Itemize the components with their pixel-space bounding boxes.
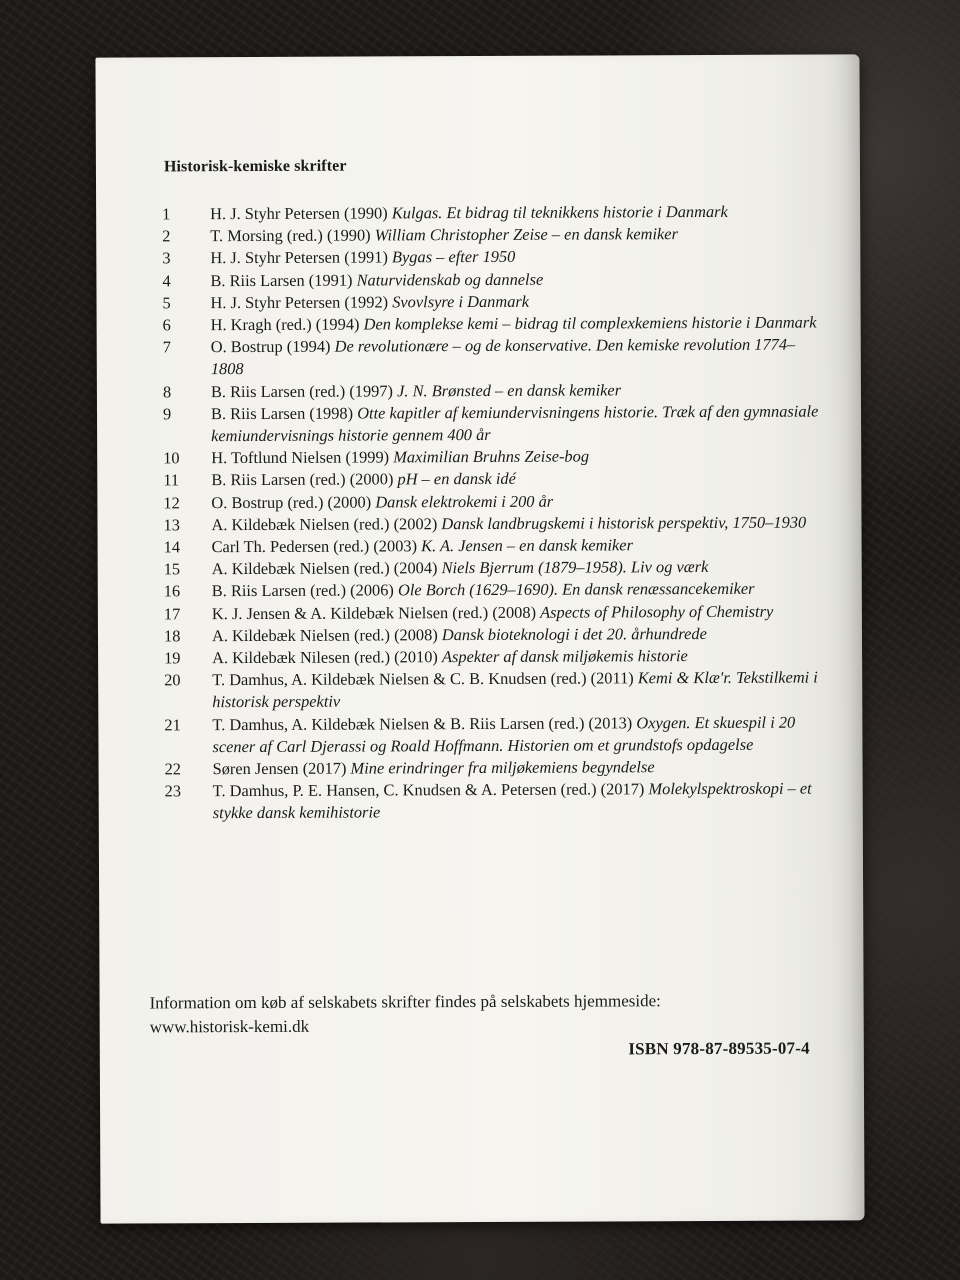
series-title: Aspects of Philosophy of Chemistry xyxy=(540,601,774,622)
series-item xyxy=(97,467,861,493)
series-number: 10 xyxy=(163,448,180,468)
series-item xyxy=(98,600,862,626)
series-item xyxy=(97,378,861,404)
series-number: 20 xyxy=(164,670,181,690)
series-item xyxy=(97,489,861,515)
series-number: 11 xyxy=(163,470,180,490)
series-entry xyxy=(211,467,821,492)
series-entry xyxy=(211,445,821,470)
series-title: Naturvidenskab og dannelse xyxy=(356,269,544,290)
series-author: A. Kildebæk Nielsen (red.) (2004) xyxy=(211,558,438,579)
series-item xyxy=(97,334,861,382)
series-number: 15 xyxy=(163,559,181,579)
series-author: O. Bostrup (red.) (2000) xyxy=(211,492,372,512)
series-number: 1 xyxy=(162,204,171,224)
series-title: De revolutionære – og de konservative. Den kemiske revolution 1774–1808 xyxy=(210,334,796,379)
series-number: 23 xyxy=(164,781,182,801)
series-entry xyxy=(211,312,821,337)
series-item xyxy=(96,245,860,271)
series-author: B. Riis Larsen (red.) (2000) xyxy=(211,469,394,490)
series-title: Dansk landbrugskemi i historisk perspektiv, 1750–1930 xyxy=(441,512,807,534)
series-item xyxy=(98,711,862,759)
series-number: 21 xyxy=(164,714,181,735)
series-entry xyxy=(213,756,823,781)
series-number: 22 xyxy=(164,759,181,779)
series-author: O. Bostrup (1994) xyxy=(210,336,331,357)
series-item xyxy=(99,778,863,826)
series-entry xyxy=(212,578,822,603)
series-entry xyxy=(212,600,822,625)
series-author: B. Riis Larsen (red.) (1997) xyxy=(210,381,394,401)
series-title: Kemi & Klæ'r. Tekstilkemi i historisk perspektiv xyxy=(212,667,818,712)
series-number: 6 xyxy=(162,315,171,335)
series-entry xyxy=(213,778,823,825)
series-author: Søren Jensen (2017) xyxy=(212,758,347,779)
series-title: Oxygen. Et skuespil i 20 scener af Carl Djerassi og Roald Hoffmann. Historien om et grundstofs opdagelse xyxy=(212,712,796,757)
series-entry xyxy=(211,378,821,403)
series-title: Maximilian Bruhns Zeise-bog xyxy=(393,446,590,467)
series-title: K. A. Jensen – en dansk kemiker xyxy=(421,535,633,556)
series-author: A. Kildebæk Nielsen (red.) (2008) xyxy=(211,625,438,646)
series-entry xyxy=(211,489,821,514)
series-title: Otte kapitler af kemiundervisningens historie. Træk af den gymnasiale kemiundervisnings historie gennem 400 år xyxy=(211,401,819,446)
series-entry xyxy=(211,511,821,536)
series-author: H. Kragh (red.) (1994) xyxy=(210,314,360,335)
series-author: B. Riis Larsen (1998) xyxy=(210,403,354,423)
series-entry xyxy=(210,223,820,248)
book-back-cover xyxy=(95,54,864,1223)
series-entry xyxy=(210,245,820,270)
series-item xyxy=(98,578,862,604)
series-item xyxy=(97,311,861,337)
series-number: 4 xyxy=(162,270,171,290)
series-entry xyxy=(212,556,822,581)
series-title: Dansk elektrokemi i 200 år xyxy=(375,491,554,512)
series-item xyxy=(96,289,860,315)
series-item xyxy=(98,667,862,715)
series-entry xyxy=(210,267,820,292)
series-number: 16 xyxy=(163,581,181,601)
series-title: Bygas – efter 1950 xyxy=(391,247,516,267)
series-number: 2 xyxy=(162,226,171,246)
series-author: T. Damhus, A. Kildebæk Nielsen & B. Riis Larsen (red.) (2013) xyxy=(212,713,633,734)
series-author: H. Toftlund Nielsen (1999) xyxy=(211,447,390,468)
series-author: T. Morsing (red.) (1990) xyxy=(210,225,371,246)
series-author: T. Damhus, A. Kildebæk Nielsen & C. B. Knudsen (red.) (2011) xyxy=(212,668,634,690)
series-number: 13 xyxy=(163,515,180,535)
series-number: 19 xyxy=(164,648,181,668)
series-entry xyxy=(211,400,821,447)
series-author: B. Riis Larsen (red.) (2006) xyxy=(211,580,394,601)
series-number: 17 xyxy=(163,603,181,624)
purchase-info-text: Information om køb af selskabets skrifter findes på selskabets hjemmeside: xyxy=(149,991,661,1013)
series-author: H. J. Styhr Petersen (1990) xyxy=(210,203,388,224)
series-number: 5 xyxy=(162,293,171,313)
series-author: K. J. Jensen & A. Kildebæk Nielsen (red.) (2008) xyxy=(211,602,537,623)
series-title: Mine erindringer fra miljøkemiens begyndelse xyxy=(350,757,655,778)
series-item xyxy=(96,200,860,226)
series-number: 3 xyxy=(162,248,171,268)
isbn-number: ISBN 978-87-89535-07-4 xyxy=(628,1038,810,1059)
series-item xyxy=(96,267,860,293)
series-entry xyxy=(212,667,822,714)
series-heading: Historisk-kemiske skrifter xyxy=(163,157,347,176)
series-author: H. J. Styhr Petersen (1992) xyxy=(210,292,389,312)
series-entry xyxy=(212,711,822,758)
series-item xyxy=(97,400,861,448)
series-item xyxy=(98,622,862,648)
website-link[interactable]: www.historisk-kemi.dk xyxy=(149,1016,310,1037)
series-title: Svovlsyre i Danmark xyxy=(392,291,530,312)
series-number: 7 xyxy=(162,337,171,357)
series-item xyxy=(98,533,862,559)
series-title: Aspekter af dansk miljøkemis historie xyxy=(441,646,688,667)
series-title: Ole Borch (1629–1690). En dansk renæssancekemiker xyxy=(397,579,755,600)
series-author: A. Kildebæk Nielsen (red.) (2002) xyxy=(211,514,438,535)
cover-content xyxy=(95,54,864,1223)
series-author: A. Kildebæk Nilesen (red.) (2010) xyxy=(212,647,438,668)
series-number: 14 xyxy=(163,537,181,557)
purchase-info xyxy=(150,989,662,1039)
series-item xyxy=(98,556,862,582)
series-title: Kulgas. Et bidrag til teknikkens historie i Danmark xyxy=(391,201,728,223)
series-title: pH – en dansk idé xyxy=(397,469,516,489)
series-title: Molekylspektroskopi – et stykke dansk kemihistorie xyxy=(212,778,812,823)
series-number: 18 xyxy=(163,626,181,646)
series-author: B. Riis Larsen (1991) xyxy=(210,270,353,290)
series-title: Den komplekse kemi – bidrag til complexkemiens historie i Danmark xyxy=(363,312,817,334)
series-author: Carl Th. Pedersen (red.) (2003) xyxy=(211,536,418,557)
series-list xyxy=(96,200,863,825)
series-entry xyxy=(212,622,822,647)
series-item xyxy=(96,223,860,249)
series-entry xyxy=(210,289,820,314)
series-number: 12 xyxy=(163,492,180,513)
series-title: Dansk bioteknologi i det 20. århundrede xyxy=(441,623,707,645)
series-item xyxy=(97,511,861,537)
series-entry xyxy=(212,534,822,559)
series-author: T. Damhus, P. E. Hansen, C. Knudsen & A. Petersen (red.) (2017) xyxy=(212,779,645,801)
series-title: William Christopher Zeise – en dansk kemiker xyxy=(374,224,678,245)
series-number: 8 xyxy=(162,381,172,402)
series-title: J. N. Brønsted – en dansk kemiker xyxy=(397,380,622,400)
series-item xyxy=(97,445,861,471)
series-item xyxy=(98,644,862,670)
series-entry xyxy=(212,645,822,670)
series-entry xyxy=(211,334,821,381)
series-entry xyxy=(210,201,820,226)
series-title: Niels Bjerrum (1879–1958). Liv og værk xyxy=(441,557,709,578)
series-author: H. J. Styhr Petersen (1991) xyxy=(210,247,388,268)
series-number: 9 xyxy=(162,404,172,424)
